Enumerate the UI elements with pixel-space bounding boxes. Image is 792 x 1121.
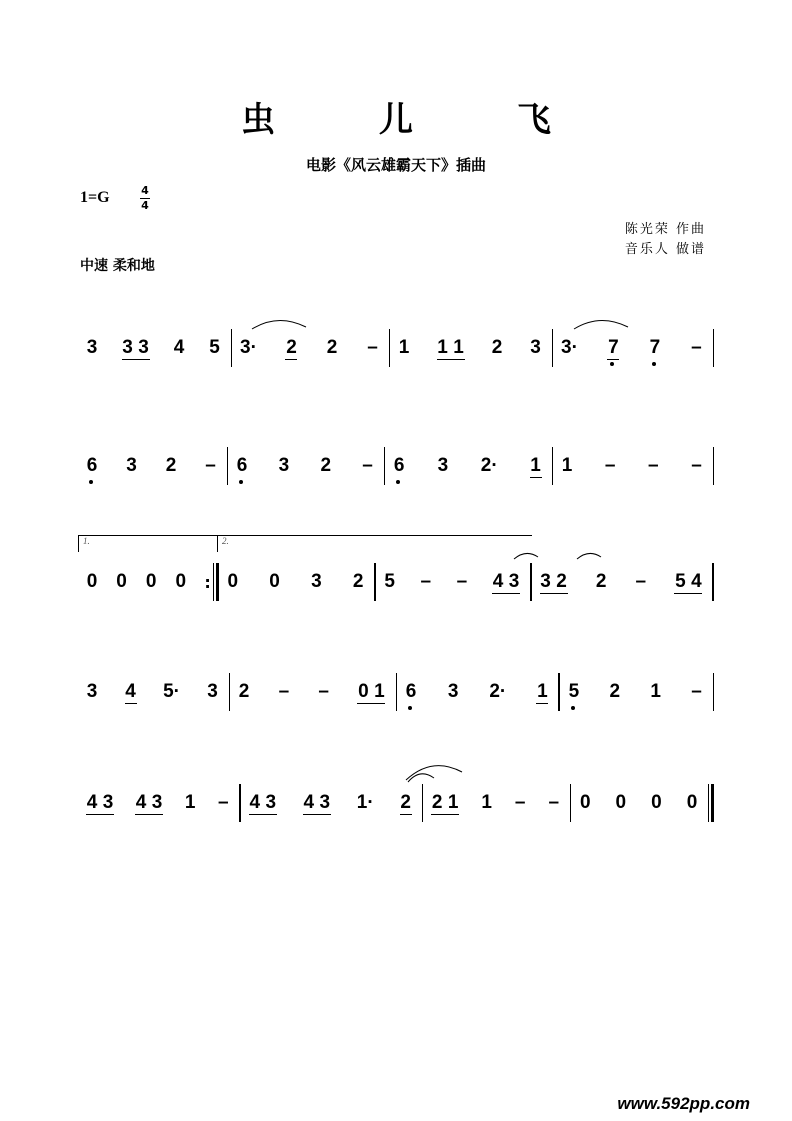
measure <box>230 667 395 717</box>
note: 3 <box>311 571 322 592</box>
tie-mark <box>512 551 542 561</box>
note: 3 <box>540 570 551 592</box>
slur-mark <box>250 317 310 331</box>
barline <box>713 673 715 711</box>
beamed-group <box>492 571 520 594</box>
note: 1 <box>437 336 448 358</box>
note: 3 <box>86 337 98 358</box>
measure <box>571 778 708 828</box>
slur-mark <box>402 762 466 784</box>
note: 1 <box>481 792 492 813</box>
note: 1 <box>374 680 385 702</box>
volta-first-ending <box>78 535 217 552</box>
note-low-octave: 6 <box>236 455 248 476</box>
note: 0 <box>651 792 662 813</box>
note: 3 <box>508 570 520 592</box>
time-signature-bottom: 4 <box>141 199 149 212</box>
note: 2· <box>480 455 498 476</box>
note: 0 <box>227 571 239 592</box>
note: 1 <box>537 680 548 702</box>
measure <box>376 557 530 607</box>
note: 5 <box>209 337 220 358</box>
repeat-end-sign: : <box>204 572 211 592</box>
measure <box>78 667 229 717</box>
dash-hold: – <box>420 571 432 592</box>
measure <box>532 557 713 607</box>
measure <box>78 441 227 491</box>
key-signature: 1=G <box>80 189 110 206</box>
tie-mark <box>575 551 605 561</box>
note: 0 <box>116 571 127 592</box>
slur-mark <box>572 317 632 331</box>
beamed-group <box>357 681 385 704</box>
dash-hold: – <box>217 792 229 813</box>
staff-line <box>78 557 714 607</box>
song-subtitle: 电影《风云雄霸天下》插曲 <box>305 156 486 174</box>
final-barline <box>708 784 714 822</box>
composer-credit: 陈光荣 作曲 <box>624 222 706 237</box>
note: 3· <box>240 337 257 358</box>
note: 1 <box>184 792 196 813</box>
measure <box>390 323 551 373</box>
note: 0 <box>269 571 280 592</box>
note: 3 <box>151 791 163 813</box>
note: 5· <box>163 681 180 702</box>
note: 0 <box>145 571 157 592</box>
note: 4 <box>173 337 185 358</box>
dash-hold: – <box>514 792 526 813</box>
dash-hold: – <box>318 681 329 702</box>
note: 3 <box>86 681 98 702</box>
note: 2 <box>595 571 607 592</box>
time-signature-top: 4 <box>141 184 149 197</box>
note: 3 <box>278 455 290 476</box>
watermark: www.592pp.com <box>617 1094 750 1113</box>
measure <box>78 778 239 828</box>
note: 3 <box>126 455 137 476</box>
measure <box>397 667 558 717</box>
note: 2 <box>286 336 297 358</box>
measure <box>78 323 231 373</box>
note: 2 <box>556 570 567 592</box>
note-low-octave: 7 <box>649 337 661 358</box>
note: 1 <box>650 681 661 702</box>
dash-hold: – <box>648 455 659 476</box>
note-low-octave: 6 <box>393 455 405 476</box>
note: 2 <box>320 455 332 476</box>
measure <box>228 441 384 491</box>
measure <box>423 778 570 828</box>
dash-hold: – <box>278 681 290 702</box>
beamed-group <box>303 792 331 815</box>
note: 4 <box>303 791 315 813</box>
measure <box>78 557 213 607</box>
beamed-group <box>249 792 277 815</box>
note: 4 <box>135 791 147 813</box>
note: 2 <box>609 681 621 702</box>
note: 3 <box>447 681 459 702</box>
note: 2· <box>489 681 507 702</box>
measure <box>241 778 422 828</box>
note: 1 <box>530 454 541 476</box>
note: 0 <box>175 571 187 592</box>
note-low-octave: 6 <box>405 681 417 702</box>
song-title: 虫 儿 飞 <box>241 100 597 140</box>
measure <box>219 557 374 607</box>
measure <box>385 441 551 491</box>
barline <box>712 563 714 601</box>
note: 2 <box>491 337 503 358</box>
beamed-group <box>122 337 150 360</box>
note: 1· <box>356 792 374 813</box>
note: 3 <box>122 336 133 358</box>
dash-hold: – <box>691 337 702 358</box>
arranger-credit: 音乐人 做谱 <box>624 242 706 257</box>
note: 2 <box>431 791 443 813</box>
note: 3 <box>319 791 331 813</box>
note: 0 <box>615 792 627 813</box>
note: 3 <box>138 336 149 358</box>
beamed-group <box>86 792 114 815</box>
tempo-marking: 中速 柔和地 <box>80 258 155 274</box>
dash-hold: – <box>635 571 647 592</box>
note: 3 <box>102 791 114 813</box>
measure <box>553 441 712 491</box>
dash-hold: – <box>548 792 560 813</box>
note: 0 <box>686 792 698 813</box>
beamed-group <box>431 792 459 815</box>
barline <box>713 329 715 367</box>
dash-hold: – <box>367 337 378 358</box>
note: 1 <box>447 791 459 813</box>
dash-hold: – <box>362 455 373 476</box>
note-low-octave: 5 <box>568 681 580 702</box>
staff-line <box>78 441 714 491</box>
note: 4 <box>125 680 136 702</box>
barline <box>713 447 715 485</box>
note: 2 <box>238 681 250 702</box>
beamed-group <box>437 337 465 360</box>
note: 1 <box>398 337 410 358</box>
note: 2 <box>165 455 177 476</box>
beamed-group <box>135 792 163 815</box>
note: 0 <box>358 680 369 702</box>
volta-second-ending <box>217 535 532 552</box>
note: 2 <box>400 791 411 813</box>
note: 2 <box>326 337 338 358</box>
note: 0 <box>579 792 591 813</box>
dash-hold: – <box>691 681 702 702</box>
note: 4 <box>492 570 504 592</box>
note: 4 <box>691 570 702 592</box>
note: 0 <box>86 571 98 592</box>
note-low-octave: 6 <box>86 455 98 476</box>
note: 5 <box>384 571 395 592</box>
staff-line <box>78 667 714 717</box>
note-low-octave: 7 <box>608 336 619 358</box>
measure <box>560 667 713 717</box>
note: 3 <box>207 681 218 702</box>
dash-hold: – <box>456 571 468 592</box>
staff-line <box>78 778 714 828</box>
note: 5 <box>675 570 686 592</box>
volta-label: 2. <box>222 536 229 546</box>
dash-hold: – <box>604 455 616 476</box>
note: 3 <box>265 791 277 813</box>
note: 3 <box>437 455 449 476</box>
beamed-group <box>674 571 702 594</box>
note: 2 <box>352 571 364 592</box>
note: 3 <box>530 337 541 358</box>
note: 4 <box>86 791 98 813</box>
dash-hold: – <box>205 455 216 476</box>
note: 1 <box>561 455 573 476</box>
note: 1 <box>453 336 464 358</box>
volta-label: 1. <box>83 536 90 546</box>
beamed-group <box>540 571 568 594</box>
note: 3· <box>561 337 578 358</box>
time-signature <box>140 185 150 212</box>
dash-hold: – <box>691 455 702 476</box>
note: 4 <box>249 791 261 813</box>
